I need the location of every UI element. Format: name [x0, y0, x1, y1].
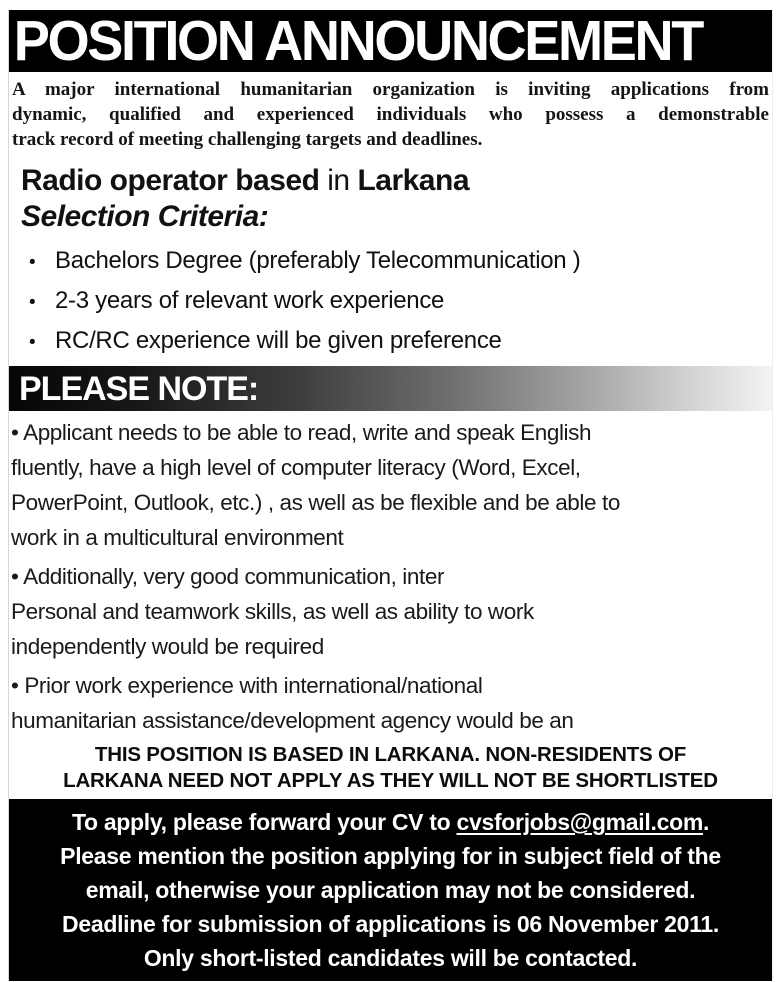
text-line: humanitarian assistance/development agency would be an [11, 708, 574, 733]
text-line: • Prior work experience with international/national [11, 673, 483, 698]
bullet-icon: • [29, 292, 36, 313]
text-line: email, otherwise your application may not be considered. [85, 877, 696, 903]
footer-lines [13, 839, 768, 975]
list-item [29, 326, 772, 357]
please-note-title: PLEASE NOTE: [19, 369, 259, 408]
email-link[interactable]: cvsforjobs@gmail.com [456, 809, 703, 835]
text-line: • Applicant needs to be able to read, write and speak English [11, 420, 592, 445]
apply-line-prefix: To apply, please forward your CV to [71, 809, 457, 835]
text-line: A major international humanitarian organization is inviting applications from [12, 79, 769, 100]
text-line: independently would be required [11, 634, 324, 659]
text-line: THIS POSITION IS BASED IN LARKANA. NON-RESIDENTS OF [94, 743, 687, 766]
job-ad-sheet [8, 10, 773, 981]
text-line: • Additionally, very good communication, inter [11, 564, 445, 589]
residency-notice [9, 742, 772, 794]
text-line: Please mention the position applying for in subject field of the [60, 843, 721, 869]
criteria-item-text: Bachelors Degree (preferably Telecommunication ) [55, 247, 581, 274]
please-note-banner [9, 366, 772, 411]
position-announcement-banner [9, 10, 772, 72]
list-item [29, 246, 772, 277]
role-heading-connector: in [319, 164, 358, 197]
intro-paragraph [9, 77, 772, 152]
bullet-icon: • [29, 332, 36, 353]
selection-criteria-list [9, 246, 772, 357]
text-line: fluently, have a high level of computer literacy (Word, Excel, [11, 455, 581, 480]
note-bullet-applicant [11, 415, 770, 555]
note-bullet-communication [11, 559, 770, 664]
apply-line [13, 805, 768, 839]
position-announcement-title: POSITION ANNOUNCEMENT [13, 10, 702, 72]
role-heading-location: Larkana [357, 164, 470, 197]
list-item [29, 286, 772, 317]
text-line: Deadline for submission of applications is 06 November 2011. [62, 911, 719, 937]
text-line: Only short-listed candidates will be contacted. [143, 945, 638, 971]
text-line: PowerPoint, Outlook, etc.) , as well as be flexible and be able to [11, 490, 620, 515]
role-heading [21, 164, 772, 198]
note-bullet-prior-experience [11, 668, 770, 738]
criteria-item-text: 2-3 years of relevant work experience [55, 287, 445, 314]
text-line: Personal and teamwork skills, as well as ability to work [11, 599, 534, 624]
role-heading-lead: Radio operator based [21, 164, 320, 197]
apply-instructions-footer [9, 799, 772, 981]
apply-line-suffix: . [702, 809, 710, 835]
text-line: LARKANA NEED NOT APPLY AS THEY WILL NOT BE SHORTLISTED [63, 769, 718, 792]
text-line: dynamic, qualified and experienced individuals who possess a demonstrable [12, 104, 769, 125]
criteria-item-text: RC/RC experience will be given preference [55, 327, 502, 354]
text-line: work in a multicultural environment [11, 525, 344, 550]
selection-criteria-heading: Selection Criteria: [21, 200, 269, 233]
text-line: track record of meeting challenging targets and deadlines. [12, 129, 483, 150]
bullet-icon: • [29, 252, 36, 273]
please-note-body [9, 415, 772, 738]
